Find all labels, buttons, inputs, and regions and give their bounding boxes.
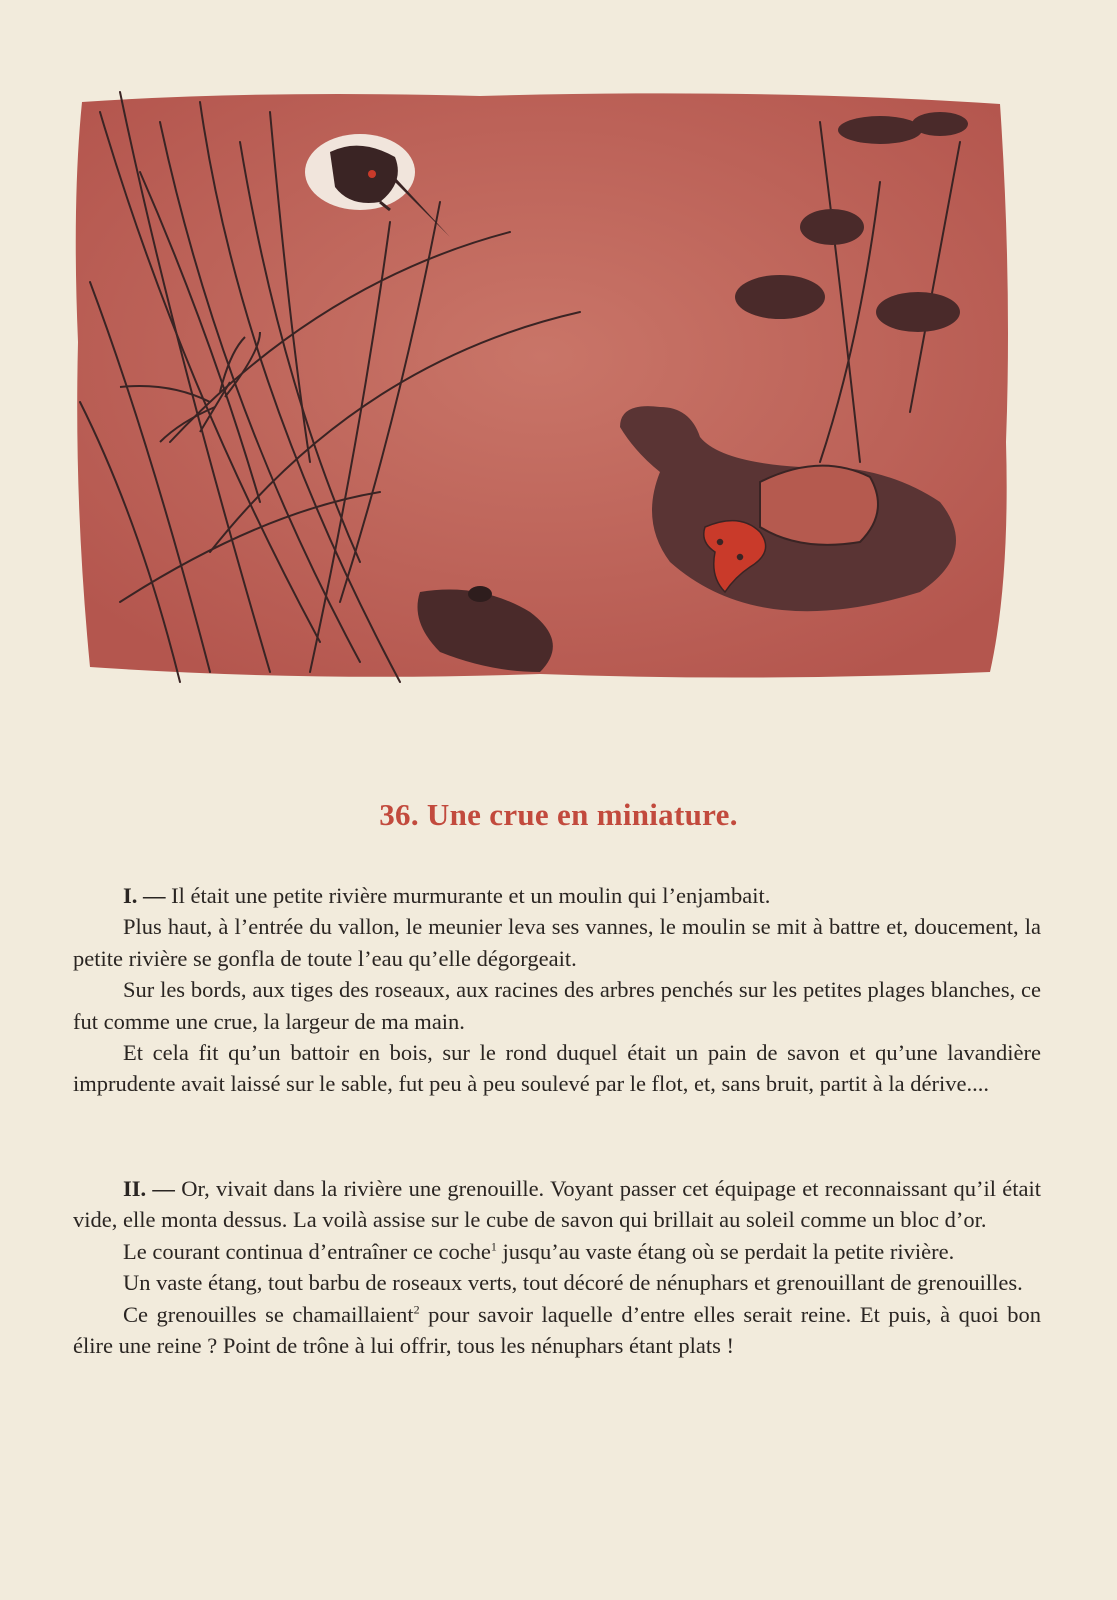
section-1-paragraph-3: Sur les bords, aux tiges des roseaux, aux racines des arbres penchés sur les petites plages blanches, ce fut comme une crue, la largeur de ma main. <box>73 977 1041 1034</box>
section-2-paragraph-1: II. — Or, vivait dans la rivière une grenouille. Voyant passer cet équipage et reconnaissant qu’il était vide, elle monta dessus. La voilà assise sur le cube de savon qui brillait au soleil comme un bloc d’or. <box>73 1176 1041 1233</box>
section-2-paragraph-4: Ce grenouilles se chamaillaient$^2$ pour savoir laquelle d’entre elles serait reine. Et puis, à quoi bon élire une reine ? Point de trône à lui offrir, tous les nénuphars étant plats ! <box>73 1301 1041 1359</box>
section-2-paragraph-3: Un vaste étang, tout barbu de roseaux verts, tout décoré de nénuphars et grenouillant de grenouilles. <box>123 1270 1023 1296</box>
footnote-ref-1: 1 <box>490 1239 497 1254</box>
footnote-ref-2: 2 <box>413 1302 420 1317</box>
section-1-paragraph-1: I. — Il était une petite rivière murmurante et un moulin qui l’enjambait. <box>123 883 771 908</box>
section-2-paragraph-2: Le courant continua d’entraîner ce coche$^1$ jusqu’au vaste étang où se perdait la petite rivière. <box>123 1238 955 1264</box>
section-1-paragraph-2: Plus haut, à l’entrée du vallon, le meunier leva ses vannes, le moulin se mit à battre et, doucement, la petite rivière se gonfla de toute l’eau qu’elle dégorgeait. <box>73 914 1041 971</box>
section-2 <box>73 1173 1041 1361</box>
section-1-number: I. — <box>123 883 166 908</box>
section-1-paragraph-4: Et cela fit qu’un battoir en bois, sur le rond duquel était un pain de savon et qu’une lavandière imprudente avait laissé sur le sable, fut peu à peu soulevé par le flot, et, sans bruit, partit à la dérive.... <box>73 1040 1041 1097</box>
illustration <box>60 82 1020 702</box>
page-title: 36. Une crue en miniature. <box>379 797 738 832</box>
section-2-number: II. — <box>123 1176 175 1201</box>
section-1 <box>73 880 1041 1100</box>
